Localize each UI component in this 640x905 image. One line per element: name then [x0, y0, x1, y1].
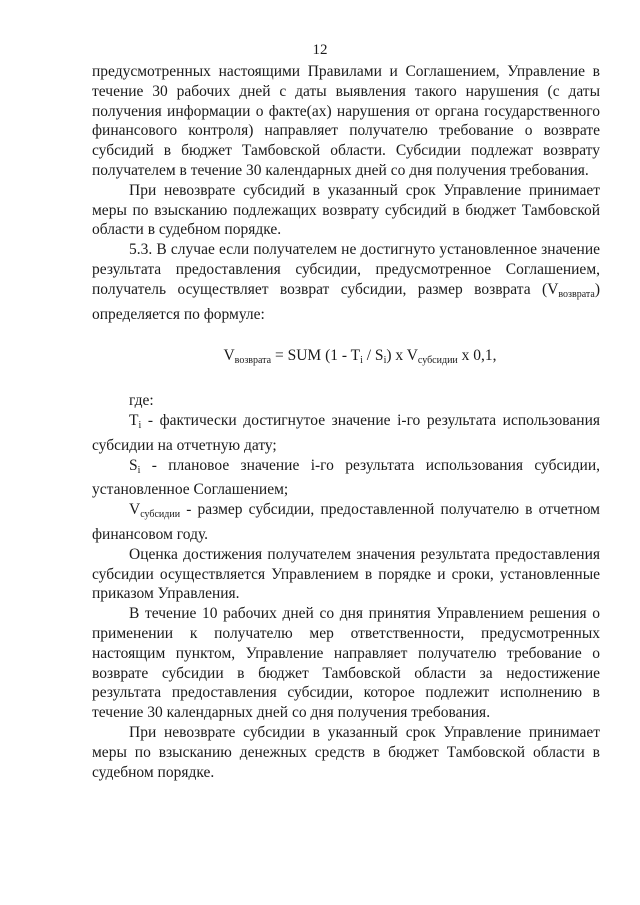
paragraph-10-days: В течение 10 рабочих дней со дня принятия Управлением решения о применении к получателю мер ответственности, предусмотренных настоящим пунктом, Управление направляет получателю требование о возврате субсидии в бюджет Тамбовской области за недостижение результата предоставления субсидии, которое подлежит исполнению в течение 30 календарных дней со дня получения требования.	[92, 605, 600, 722]
document-body	[92, 62, 600, 782]
definition-v: $V_{субсидии}$ - размер субсидии, предоставленной получателю в отчетном финансовом году.	[92, 501, 600, 543]
paragraph-5-3: 5.3. В случае если получателем не достигнуто установленное значение результата предоставления субсидии, предусмотренное Соглашением, получатель осуществляет возврат субсидии, размер возврата $(V_{возврата})$ определяется по формуле:	[92, 241, 600, 323]
paragraph-evaluation: Оценка достижения получателем значения результата предоставления субсидии осуществляется Управлением в порядке и сроки, установленные приказом Управления.	[92, 545, 600, 603]
return-formula: $V_{возврата}$ = SUM $(1 - T_i / S_i)$ x $V_{субсидии}$ x 0,1,	[223, 347, 497, 367]
paragraph-nonreturn: При невозврате субсидий в указанный срок Управление принимает меры по взысканию подлежащих возврату субсидий в бюджет Тамбовской области в судебном порядке.	[92, 181, 600, 239]
paragraph-final: При невозврате субсидии в указанный срок Управление принимает меры по взысканию денежных средств в бюджет Тамбовской области в судебном порядке.	[92, 723, 600, 781]
page-number: 12	[312, 42, 328, 58]
definition-t: $T_i$ - фактически достигнутое значение i-го результата использования субсидии на отчетную дату;	[92, 411, 600, 454]
definition-s: $S_i$ - плановое значение i-го результата использования субсидии, установленное Соглашением;	[92, 456, 600, 499]
where-label: где:	[129, 392, 154, 410]
paragraph-continuation: предусмотренных настоящими Правилами и Соглашением, Управление в течение 30 рабочих дней с даты выявления такого нарушения (с даты получения информации о факте(ах) нарушения от органа государственного финансового контроля) направляет получателю требование о возврате субсидий в бюджет Тамбовской области. Субсидии подлежат возврату получателем в течение 30 календарных дней со дня получения требования.	[92, 63, 600, 179]
